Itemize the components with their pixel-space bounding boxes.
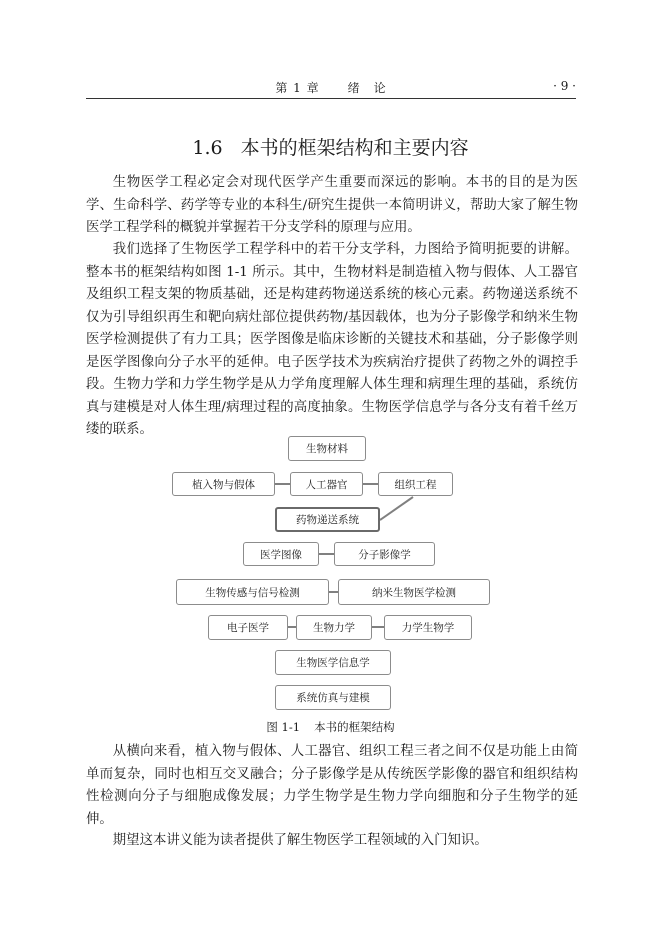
chapter-number: 第 1 章 bbox=[275, 81, 320, 95]
node-simulation: 系统仿真与建模 bbox=[275, 685, 391, 710]
section-number: 1.6 bbox=[192, 137, 223, 159]
node-tissue-engineering: 组织工程 bbox=[378, 472, 453, 496]
node-biomechanics: 生物力学 bbox=[296, 615, 372, 640]
node-molecular-imaging: 分子影像学 bbox=[334, 542, 435, 566]
figure-caption bbox=[0, 719, 661, 735]
node-mechanobiology: 力学生物学 bbox=[384, 615, 472, 640]
paragraph-framework: 我们选择了生物医学工程学科中的若干分支学科，力图给予简明扼要的讲解。整本书的框架结构如图 1-1 所示。其中，生物材料是制造植入物与假体、人工器官及组织工程支架的物质基础，还是构建药物递送系统的核心元素。药物递送系统不仅为引导组织再生和靶向病灶部位提供药物/基因载体，也为分子影像学和纳米生物医学检测提供了有力工具；医学图像是临床诊断的关键技术和基础，分子影像学则是医学图像向分子水平的延伸。电子医学技术为疾病治疗提供了药物之外的调控手段。生物力学和力学生物学是从力学角度理解人体生理和病理生理的基础，系统仿真与建模是对人体生理/病理过程的高度抽象。生物医学信息学与各分支有着千丝万缕的联系。 bbox=[86, 242, 578, 437]
section-title bbox=[0, 133, 661, 160]
node-bioinformatics: 生物医学信息学 bbox=[275, 650, 391, 675]
paragraph-closing: 期望这本讲义能为读者提供了解生物医学工程领域的入门知识。 bbox=[112, 833, 488, 848]
connector-drug-tissue bbox=[380, 497, 413, 520]
figure-caption-text: 本书的框架结构 bbox=[314, 720, 395, 734]
node-biosensing: 生物传感与信号检测 bbox=[176, 579, 329, 605]
node-nano-detection: 纳米生物医学检测 bbox=[338, 579, 490, 605]
paragraph-horizontal: 从横向来看，植入物与假体、人工器官、组织工程三者之间不仅是功能上由简单而复杂，同时也相互交叉融合；分子影像学是从传统医学影像的器官和组织结构性检测向分子与细胞成像发展；力学生物学是生物力学向细胞和分子生物学的延伸。 bbox=[86, 744, 578, 827]
paragraph-intro: 生物医学工程必定会对现代医学产生重要而深远的影响。本书的目的是为医学、生命科学、药学等专业的本科生/研究生提供一本简明讲义，帮助大家了解生物医学工程学科的概貌并掌握若干分支学科的原理与应用。 bbox=[86, 175, 578, 235]
node-implants: 植入物与假体 bbox=[172, 472, 275, 496]
node-medical-imaging: 医学图像 bbox=[243, 542, 319, 566]
chapter-title: 绪 论 bbox=[347, 81, 387, 95]
running-header bbox=[86, 76, 576, 99]
node-electroceuticals: 电子医学 bbox=[208, 615, 288, 640]
figure-label: 图 1-1 bbox=[266, 720, 301, 734]
section-title-text: 本书的框架结构和主要内容 bbox=[240, 137, 469, 159]
page-number: · 9 · bbox=[553, 79, 576, 93]
node-artificial-organs: 人工器官 bbox=[290, 472, 363, 496]
node-drug-delivery: 药物递送系统 bbox=[275, 507, 380, 532]
node-biomaterials: 生物材料 bbox=[288, 436, 366, 461]
chapter-heading bbox=[86, 79, 576, 96]
